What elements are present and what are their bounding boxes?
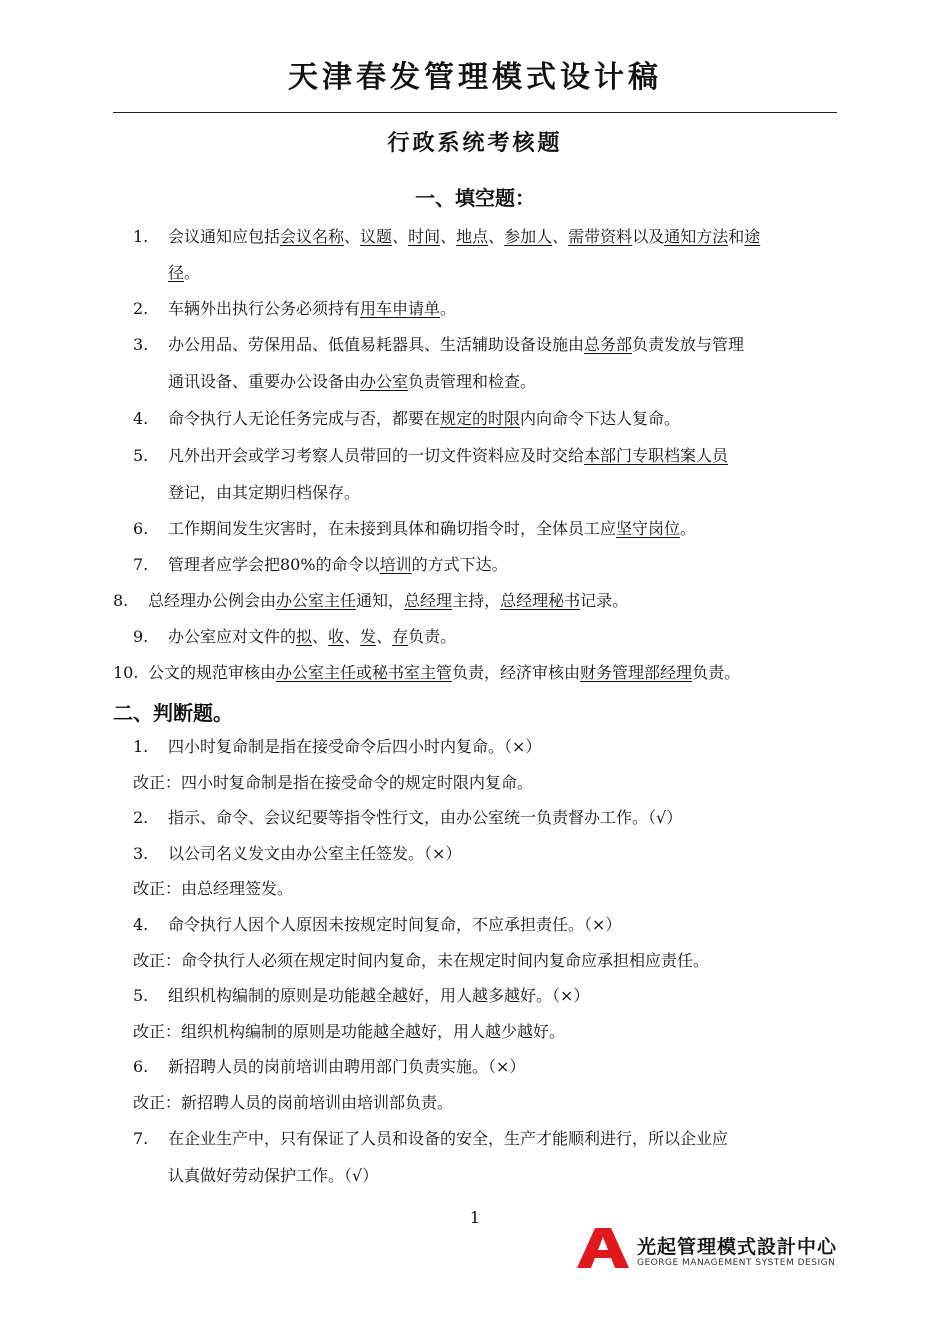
q9-line1: 办公室应对文件的拟、收、发、存负责。 bbox=[168, 627, 457, 646]
tf2-number: 2. bbox=[133, 808, 149, 827]
tf3-correction: 改正：由总经理签发。 bbox=[133, 879, 294, 898]
tf5-correction: 改正：组织机构编制的原则是功能越全越好，用人越少越好。 bbox=[133, 1022, 566, 1041]
header-divider bbox=[113, 112, 837, 113]
page-title: 天津春发管理模式设计稿 bbox=[288, 60, 662, 95]
logo-english-text: GEORGE MANAGEMENT SYSTEM DESIGN bbox=[637, 1258, 836, 1268]
tf1-statement: 四小时复命制是指在接受命令后四小时内复命。（×） bbox=[168, 737, 542, 756]
tf7-number: 7. bbox=[133, 1129, 149, 1148]
q7-line1: 管理者应学会把80%的命令以培训的方式下达。 bbox=[168, 555, 508, 574]
section-true-false-heading: 二、判断题。 bbox=[113, 701, 233, 725]
q5-line2: 登记，由其定期归档保存。 bbox=[168, 483, 361, 502]
tf6-correction: 改正：新招聘人员的岗前培训由培训部负责。 bbox=[133, 1093, 454, 1112]
tf6-number: 6. bbox=[133, 1057, 149, 1076]
tf4-number: 4. bbox=[133, 915, 149, 934]
tf7-statement-line1: 在企业生产中，只有保证了人员和设备的安全，生产才能顺利进行，所以企业应 bbox=[168, 1129, 729, 1148]
tf4-statement: 命令执行人因个人原因未按规定时间复命，不应承担责任。（×） bbox=[168, 915, 622, 934]
q3-number: 3. bbox=[133, 335, 149, 354]
q3-line1: 办公用品、劳保用品、低值易耗器具、生活辅助设备设施由总务部负责发放与管理 bbox=[168, 335, 745, 354]
q6-number: 6. bbox=[133, 519, 149, 538]
tf7-statement-line2: 认真做好劳动保护工作。（√） bbox=[168, 1166, 379, 1185]
q10-number: 10. bbox=[113, 663, 139, 682]
q6-line1: 工作期间发生灾害时，在未接到具体和确切指令时，全体员工应坚守岗位。 bbox=[168, 519, 697, 538]
section-fill-blank-heading: 一、填空题： bbox=[415, 186, 535, 210]
q4-line1: 命令执行人无论任务完成与否，都要在规定的时限内向命令下达人复命。 bbox=[168, 409, 681, 428]
exam-subtitle: 行政系统考核题 bbox=[387, 131, 563, 156]
tf2-statement: 指示、命令、会议纪要等指令性行文，由办公室统一负责督办工作。（√） bbox=[168, 808, 683, 827]
tf3-statement: 以公司名义发文由办公室主任签发。（×） bbox=[168, 844, 462, 863]
q1-number: 1. bbox=[133, 227, 149, 246]
q10-line1: 公文的规范审核由办公室主任或秘书室主管负责，经济审核由财务管理部经理负责。 bbox=[148, 663, 741, 682]
q1-line2: 径。 bbox=[168, 263, 201, 282]
tf6-statement: 新招聘人员的岗前培训由聘用部门负责实施。（×） bbox=[168, 1057, 526, 1076]
q4-number: 4. bbox=[133, 409, 149, 428]
page-number: 1 bbox=[469, 1208, 481, 1227]
tf1-correction: 改正：四小时复命制是指在接受命令的规定时限内复命。 bbox=[133, 773, 534, 792]
q8-number: 8. bbox=[113, 591, 129, 610]
tf5-statement: 组织机构编制的原则是功能越全越好，用人越多越好。（×） bbox=[168, 986, 590, 1005]
tf4-correction: 改正：命令执行人必须在规定时间内复命，未在规定时间内复命应承担相应责任。 bbox=[133, 951, 710, 970]
q1-line1: 会议通知应包括会议名称、议题、时间、地点、参加人、需带资料以及通知方法和途 bbox=[168, 227, 761, 246]
q9-number: 9. bbox=[133, 627, 149, 646]
logo-chinese-text: 光起管理模式設計中心 bbox=[637, 1236, 838, 1258]
q8-line1: 总经理办公例会由办公室主任通知，总经理主持，总经理秘书记录。 bbox=[148, 591, 629, 610]
tf5-number: 5. bbox=[133, 986, 149, 1005]
footer-logo bbox=[577, 1228, 842, 1274]
tf3-number: 3. bbox=[133, 844, 149, 863]
q3-line2: 通讯设备、重要办公设备由办公室负责管理和检查。 bbox=[168, 372, 537, 391]
q2-number: 2. bbox=[133, 299, 149, 318]
q5-line1: 凡外出开会或学习考察人员带回的一切文件资料应及时交给本部门专职档案人员 bbox=[168, 446, 729, 465]
q2-line1: 车辆外出执行公务必须持有用车申请单。 bbox=[168, 299, 457, 318]
q5-number: 5. bbox=[133, 446, 149, 465]
tf1-number: 1. bbox=[133, 737, 149, 756]
logo-a-icon bbox=[577, 1228, 629, 1268]
q7-number: 7. bbox=[133, 555, 149, 574]
